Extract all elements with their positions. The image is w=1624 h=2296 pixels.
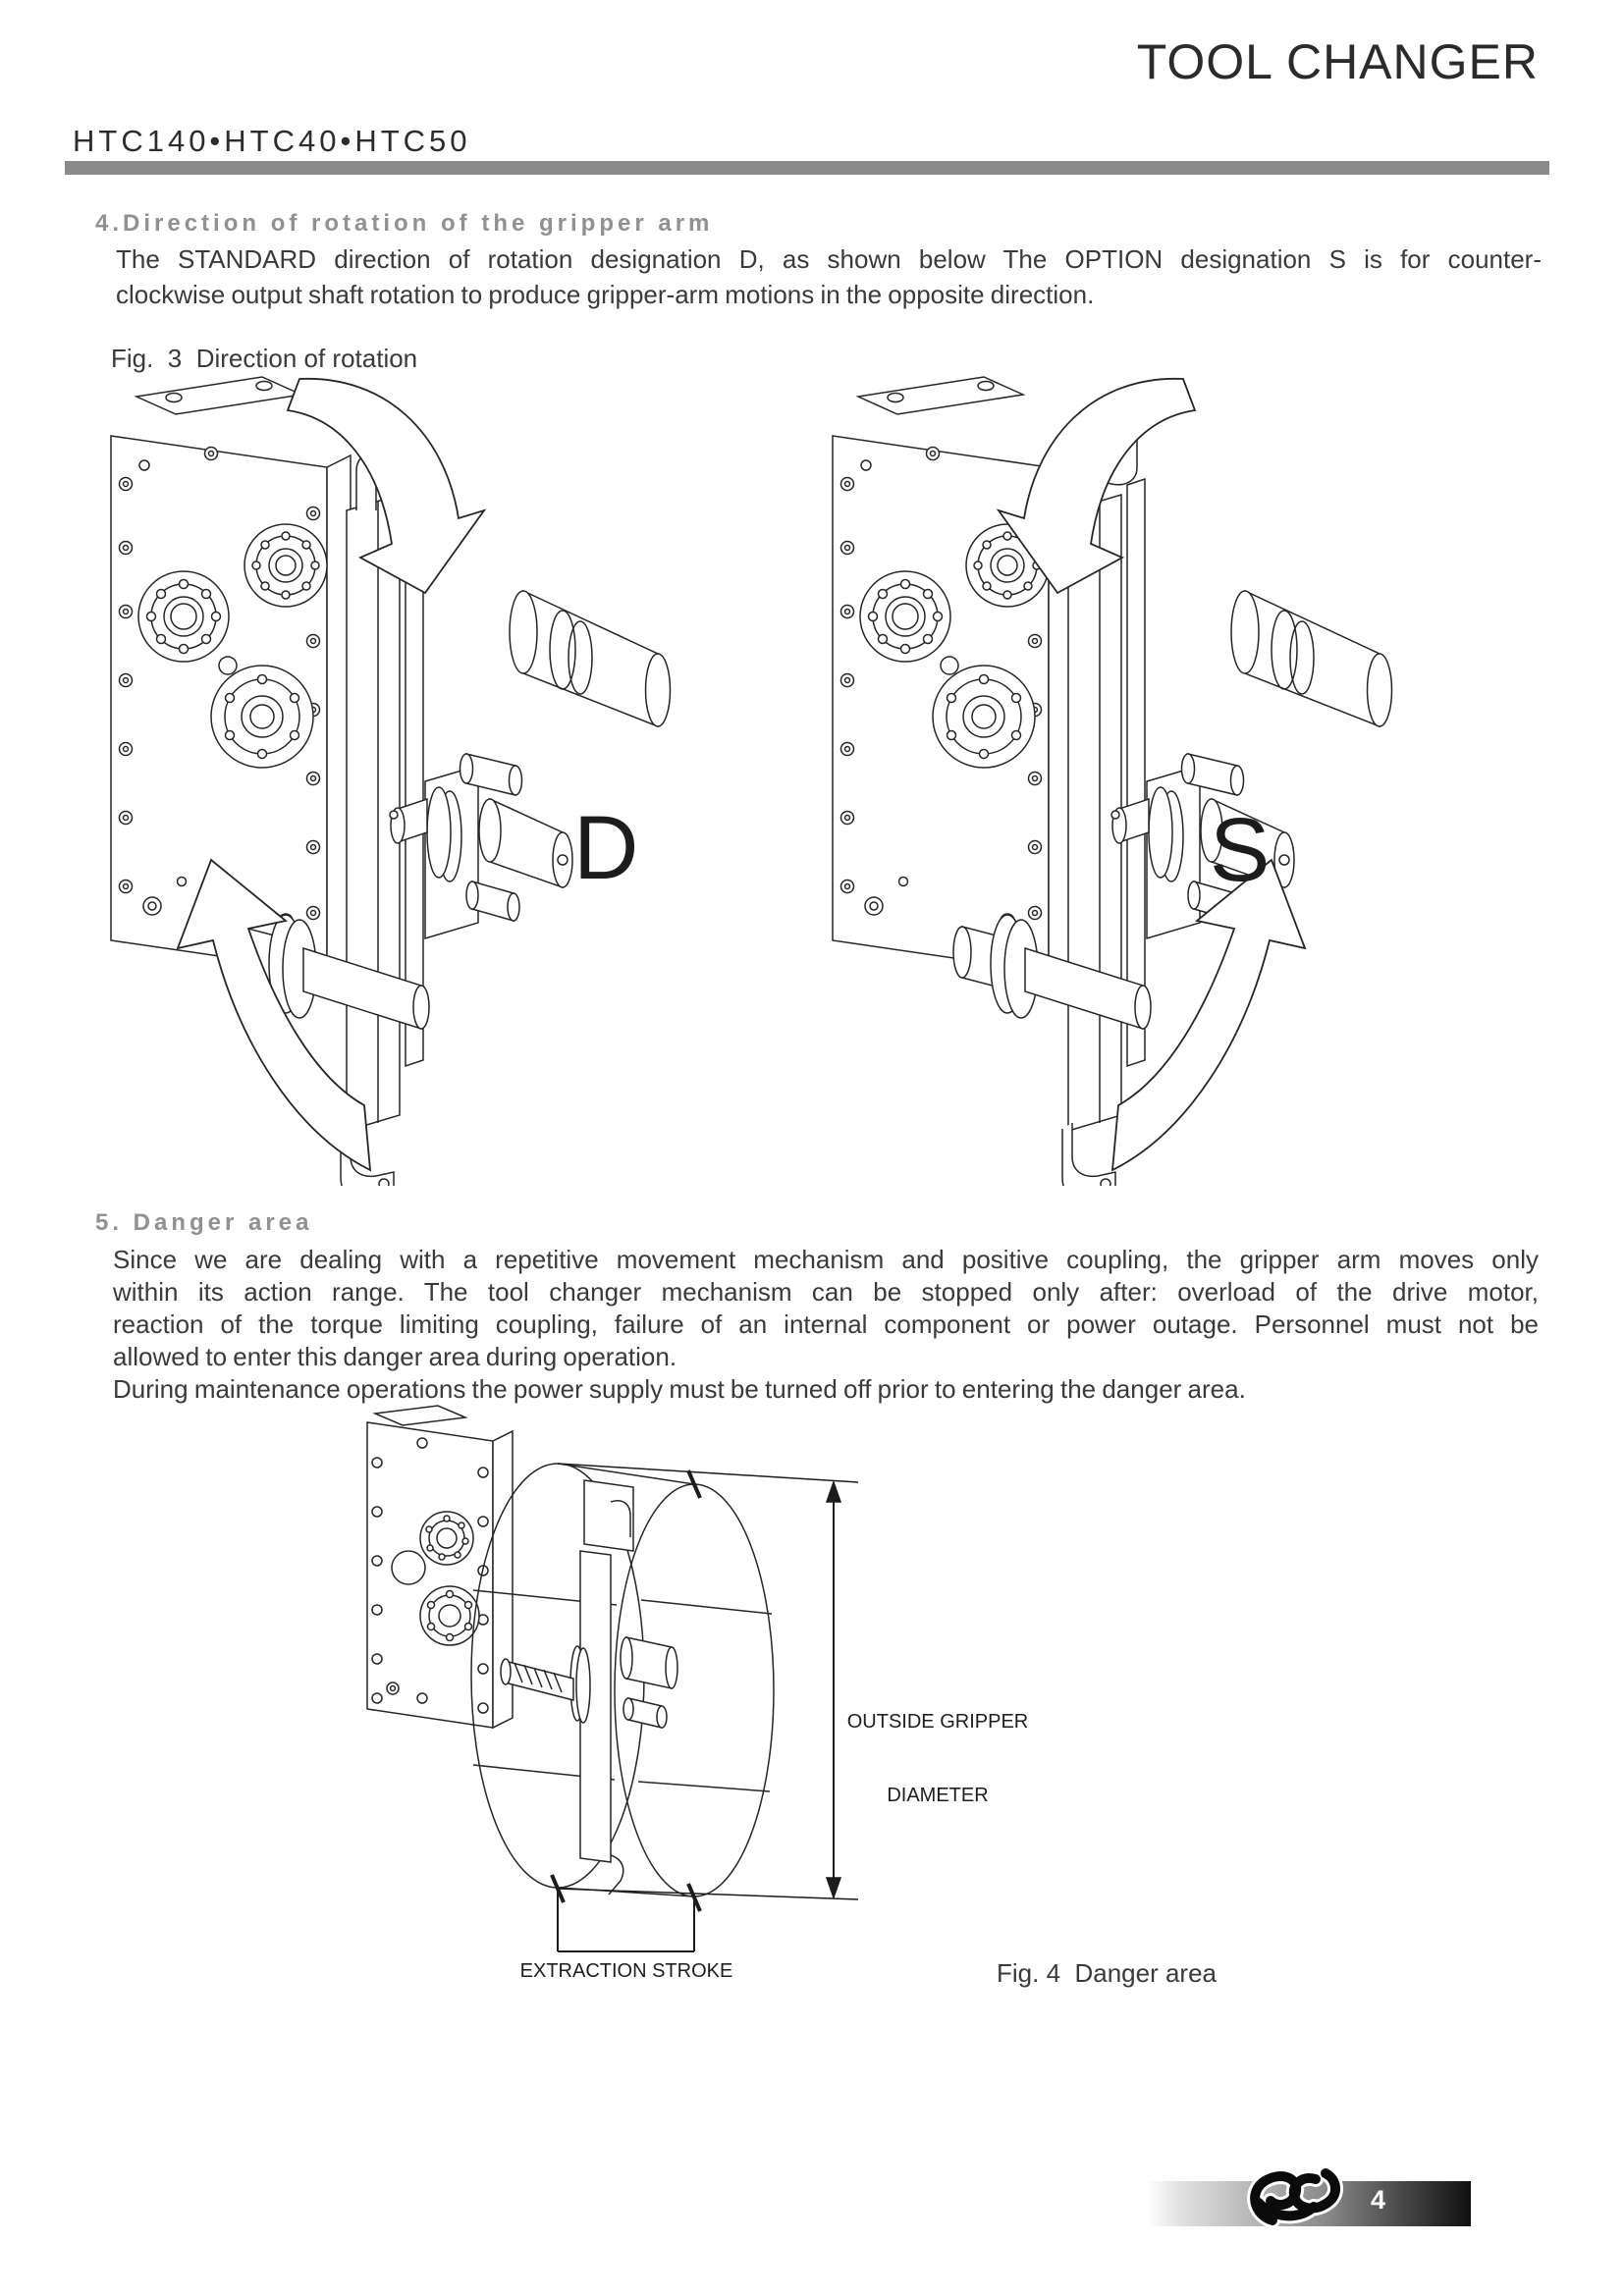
- section5-heading: 5. Danger area: [95, 1209, 313, 1236]
- model-codes: HTC140•HTC40•HTC50: [73, 124, 471, 158]
- gearbox-plate-small: [367, 1422, 493, 1728]
- section4-paragraph: [116, 241, 1542, 312]
- section4-heading: 4.Direction of rotation of the gripper arm: [95, 210, 714, 237]
- fig4-danger-area-drawing: [265, 1404, 893, 1968]
- standard-direction-label: D: [573, 798, 639, 898]
- extraction-stroke-label: EXTRACTION STROKE: [519, 1960, 733, 1982]
- section4-line-1: The STANDARD direction of rotation designation D, as shown below The OPTION designation S is for counter-: [116, 244, 1542, 274]
- fig4-caption: Fig. 4 Danger area: [997, 1958, 1218, 1988]
- fig3-caption: Fig. 3 Direction of rotation: [111, 344, 418, 373]
- ribbon-knot-logo-icon: [1239, 2158, 1357, 2236]
- header-rule: [65, 161, 1549, 175]
- page-title: TOOL CHANGER: [1136, 34, 1539, 89]
- page-number: 4: [1371, 2185, 1386, 2215]
- fig3-option-rotation-drawing: [815, 371, 1404, 1186]
- flange-upper: [420, 1512, 473, 1565]
- section5-line-5: During maintenance operations the power supply must be turned off prior to entering the danger area.: [113, 1374, 1246, 1404]
- extraction-stroke-dimension: [558, 1892, 694, 1951]
- outside-gripper-diameter-label: OUTSIDE GRIPPER DIAMETER: [846, 1711, 1029, 1806]
- option-direction-label: S: [1210, 800, 1271, 900]
- flange-lower: [420, 1586, 479, 1645]
- central-arm: [501, 1480, 677, 1895]
- section5-paragraph: [113, 1244, 1539, 1406]
- section5-line-3: reaction of the torque limiting coupling, failure of an internal component or power outage. Personnel must not be: [113, 1309, 1539, 1339]
- section5-line-2: within its action range. The tool changer mechanism can be stopped only after: overload of the drive motor,: [113, 1277, 1539, 1307]
- section5-line-4: allowed to enter this danger area during operation.: [113, 1342, 677, 1371]
- section4-line-2: clockwise output shaft rotation to produce gripper-arm motions in the opposite direction.: [116, 280, 1095, 309]
- fig3-standard-rotation-drawing: [93, 371, 771, 1186]
- section5-line-1: Since we are dealing with a repetitive movement mechanism and positive coupling, the gripper arm moves only: [113, 1245, 1539, 1274]
